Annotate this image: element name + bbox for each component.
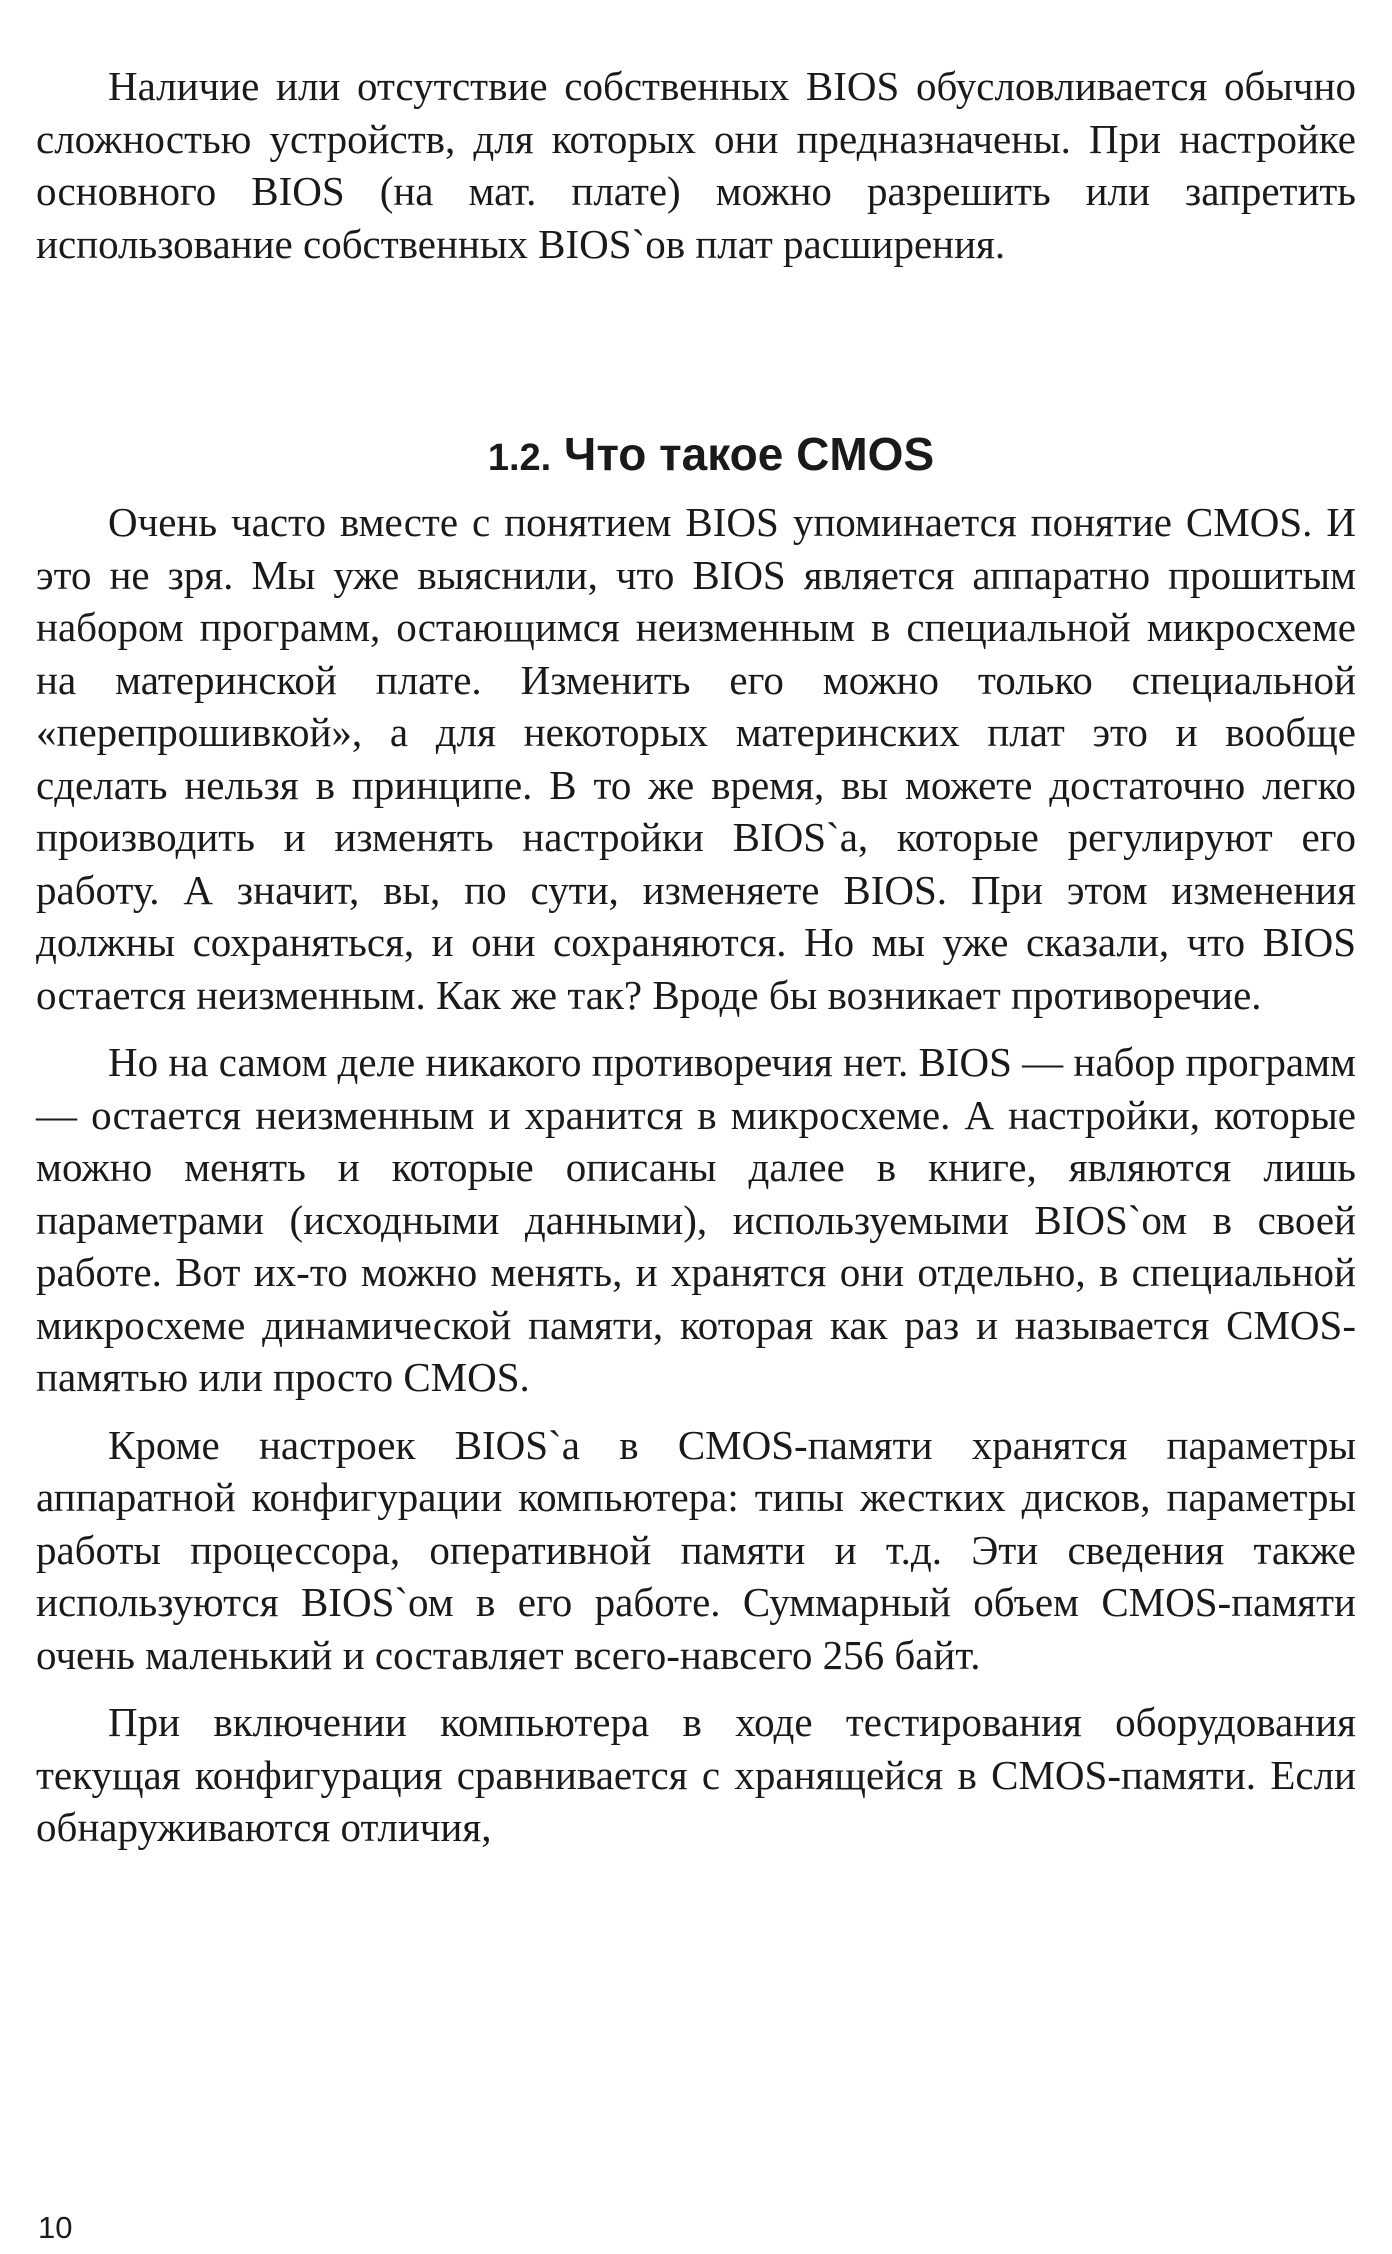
body-paragraph-2: Но на самом деле никакого противоречия нет. BIOS — набор программ — остается неизменным и хранится в микросхеме. А настройки, которые можно менять и которые описаны далее в книге, являются лишь параметрами (исходными данными), используемыми BIOS`ом в своей работе. Вот их-то можно менять, и хранятся они отдельно, в специальной микросхеме динамической памяти, которая как раз и называется CMOS-памятью или просто CMOS. <box>36 1039 1356 1400</box>
section-number: 1.2. <box>487 437 552 479</box>
intro-paragraph: Наличие или отсутствие собственных BIOS обусловливается обычно сложностью устройств, для которых они предназначены. При настройке основного BIOS (на мат. плате) можно разрешить или запретить использование собственных BIOS`ов плат расширения. <box>36 63 1356 267</box>
body-paragraph-1: Очень часто вместе с понятием BIOS упоминается понятие CMOS. И это не зря. Мы уже выяснили, что BIOS является аппаратно прошитым набором программ, остающимся неизменным в специальной микросхеме на материнской плате. Изменить его можно только специальной «перепрошивкой», а для некоторых материнских плат это и вообще сделать нельзя в принципе. В то же время, вы можете достаточно легко производить и изменять настройки BIOS`a, которые регулируют его работу. А значит, вы, по сути, изменяете BIOS. При этом изменения должны сохраняться, и они сохраняются. Но мы уже сказали, что BIOS остается неизменным. Как же так? Вроде бы возникает противоречие. <box>36 499 1356 1018</box>
book-page <box>36 60 1356 1854</box>
body-paragraph-4: При включении компьютера в ходе тестирования оборудования текущая конфигурация сравнивается с хранящейся в CMOS-памяти. Если обнаруживаются отличия, <box>36 1699 1356 1850</box>
section-heading <box>36 422 1356 486</box>
page-number: 10 <box>38 2210 73 2245</box>
body-paragraph-3: Кроме настроек BIOS`a в CMOS-памяти хранятся параметры аппаратной конфигурации компьютера: типы жестких дисков, параметры работы процессора, оперативной памяти и т.д. Эти сведения также используются BIOS`ом в его работе. Суммарный объем CMOS-памяти очень маленький и составляет всего-навсего 256 байт. <box>36 1421 1356 1678</box>
section-title: Что такое CMOS <box>564 428 935 480</box>
